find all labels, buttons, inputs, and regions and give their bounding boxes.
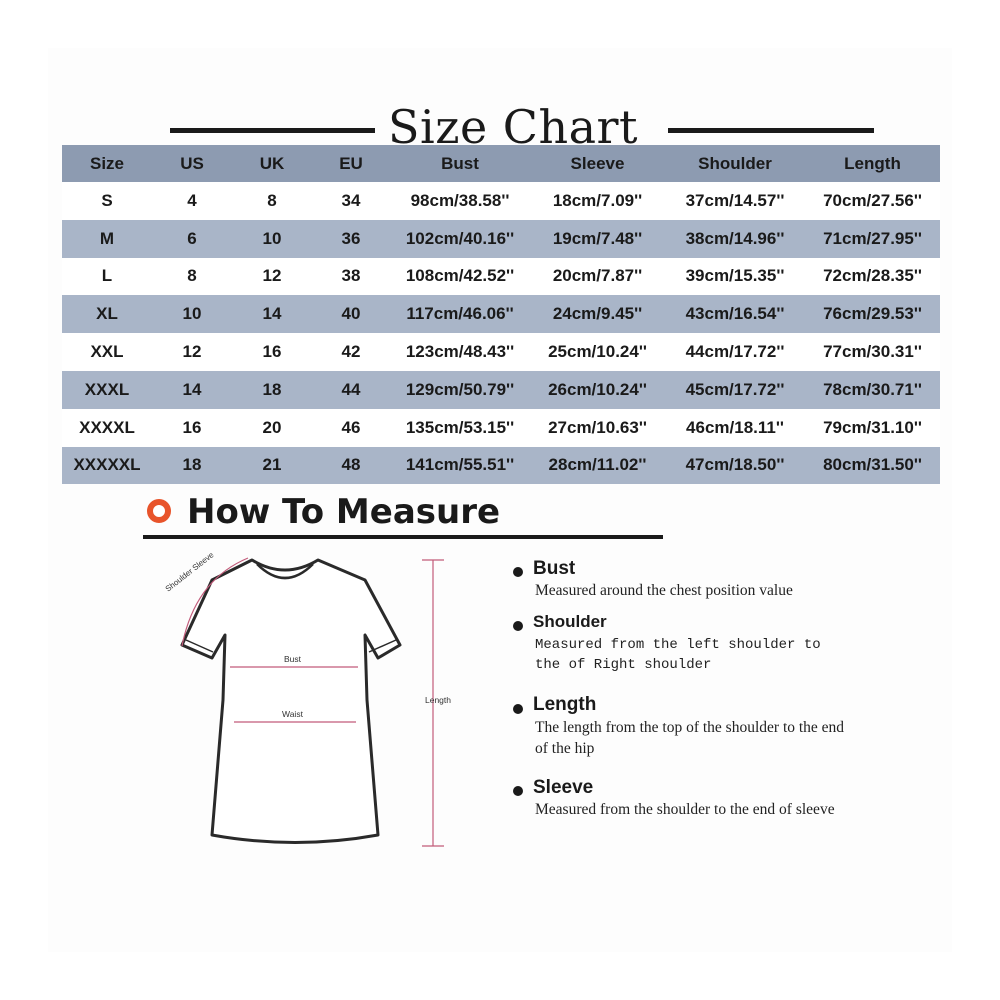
- cell-bust: 102cm/40.16'': [405, 228, 515, 248]
- cell-shoulder: 39cm/15.35'': [685, 266, 785, 286]
- table-row: [62, 447, 940, 485]
- cell-eu: 38: [341, 266, 361, 286]
- cell-uk: 10: [262, 228, 282, 248]
- shoulder-sleeve-label: Shoulder Sleeve: [163, 550, 216, 594]
- cell-size: M: [99, 228, 115, 248]
- legend-title: Length: [533, 694, 597, 715]
- header-shoulder: Shoulder: [698, 153, 772, 173]
- header-sleeve: Sleeve: [570, 153, 625, 173]
- cell-length: 72cm/28.35'': [823, 266, 922, 286]
- cell-sleeve: 18cm/7.09'': [552, 190, 643, 210]
- cell-uk: 20: [262, 417, 282, 437]
- cell-us: 10: [182, 304, 202, 324]
- cell-uk: 14: [262, 304, 282, 324]
- cell-size: XXXXXL: [73, 455, 141, 475]
- cell-us: 12: [182, 342, 202, 362]
- bullet-icon: [513, 621, 523, 631]
- cell-shoulder: 45cm/17.72'': [685, 379, 785, 399]
- cell-length: 80cm/31.50'': [823, 455, 922, 475]
- cell-eu: 34: [341, 190, 361, 210]
- cell-eu: 40: [341, 304, 361, 324]
- header-eu: EU: [339, 153, 363, 173]
- cell-bust: 108cm/42.52'': [405, 266, 515, 286]
- title-rule-left: [170, 128, 375, 133]
- cell-sleeve: 19cm/7.48'': [552, 228, 643, 248]
- header-bust: Bust: [441, 153, 479, 173]
- cell-shoulder: 38cm/14.96'': [685, 228, 785, 248]
- cell-uk: 12: [262, 266, 282, 286]
- cell-eu: 46: [341, 417, 361, 437]
- table-row: [62, 220, 940, 258]
- table-row: [62, 295, 940, 333]
- cell-shoulder: 43cm/16.54'': [685, 304, 785, 324]
- bust-label: Bust: [284, 654, 302, 664]
- cell-sleeve: 27cm/10.63'': [548, 417, 647, 437]
- cell-shoulder: 46cm/18.11'': [686, 417, 784, 437]
- legend-desc: Measured around the chest position value: [535, 582, 793, 599]
- cell-eu: 36: [341, 228, 361, 248]
- table-row: [62, 409, 940, 447]
- table-header-row: [62, 145, 940, 182]
- cell-size: XL: [96, 304, 118, 324]
- cell-sleeve: 20cm/7.87'': [552, 266, 643, 286]
- cell-bust: 135cm/53.15'': [405, 417, 515, 437]
- cell-eu: 48: [341, 455, 361, 475]
- cell-bust: 98cm/38.58'': [410, 190, 510, 210]
- cell-us: 14: [182, 379, 202, 399]
- legend-title: Bust: [533, 558, 576, 579]
- table-row: [62, 182, 940, 220]
- header-uk: UK: [259, 153, 285, 173]
- cell-length: 71cm/27.95'': [823, 228, 922, 248]
- orange-ring-icon: [147, 499, 171, 523]
- table-row: [62, 258, 940, 296]
- size-table: [62, 145, 940, 484]
- tshirt-diagram: [160, 550, 470, 860]
- page-title: Size Chart: [388, 100, 639, 154]
- cell-sleeve: 25cm/10.24'': [548, 342, 647, 362]
- cell-shoulder: 44cm/17.72'': [685, 342, 785, 362]
- cell-uk: 21: [262, 455, 282, 475]
- legend-desc: The length from the top of the shoulder to the end of the hip: [535, 719, 845, 757]
- cell-sleeve: 24cm/9.45'': [552, 304, 643, 324]
- cell-bust: 123cm/48.43'': [405, 342, 515, 362]
- cell-length: 78cm/30.71'': [823, 379, 922, 399]
- waist-label: Waist: [282, 709, 303, 719]
- cell-bust: 117cm/46.06'': [406, 304, 514, 324]
- bullet-icon: [513, 704, 523, 714]
- cell-sleeve: 28cm/11.02'': [548, 455, 647, 475]
- cell-bust: 129cm/50.79'': [405, 379, 515, 399]
- cell-length: 70cm/27.56'': [823, 190, 922, 210]
- cell-sleeve: 26cm/10.24'': [548, 379, 647, 399]
- cell-shoulder: 37cm/14.57'': [685, 190, 785, 210]
- how-to-measure-title: How To Measure: [187, 492, 501, 532]
- cell-uk: 16: [262, 342, 282, 362]
- legend-title: Shoulder: [533, 612, 607, 631]
- cell-size: XXXXL: [79, 417, 135, 437]
- length-label: Length: [425, 695, 451, 705]
- cell-length: 76cm/29.53'': [823, 304, 922, 324]
- bullet-icon: [513, 786, 523, 796]
- cell-uk: 18: [262, 379, 282, 399]
- cell-eu: 42: [341, 342, 361, 362]
- cell-size: XXL: [90, 342, 124, 362]
- cell-size: L: [101, 266, 113, 286]
- cell-bust: 141cm/55.51'': [405, 455, 515, 475]
- legend-title: Sleeve: [533, 777, 594, 798]
- cell-us: 18: [182, 455, 202, 475]
- cell-us: 4: [187, 190, 197, 210]
- legend-desc: Measured from the left shoulder to the of Right shoulder: [535, 637, 821, 673]
- cell-size: S: [101, 190, 113, 210]
- table-row: [62, 371, 940, 409]
- cell-us: 16: [182, 417, 202, 437]
- cell-shoulder: 47cm/18.50'': [685, 455, 785, 475]
- table-row: [62, 333, 940, 371]
- cell-size: XXXL: [84, 379, 130, 399]
- cell-eu: 44: [341, 379, 361, 399]
- heading-underline: [143, 535, 663, 539]
- bullet-icon: [513, 567, 523, 577]
- cell-length: 77cm/30.31'': [823, 342, 922, 362]
- legend-desc: Measured from the shoulder to the end of sleeve: [535, 801, 835, 818]
- title-rule-right: [668, 128, 874, 133]
- header-us: US: [180, 153, 204, 173]
- tshirt-outline: [182, 560, 400, 843]
- cell-us: 6: [187, 228, 197, 248]
- header-length: Length: [844, 153, 901, 173]
- cell-us: 8: [187, 266, 197, 286]
- cell-uk: 8: [267, 190, 277, 210]
- cell-length: 79cm/31.10'': [823, 417, 922, 437]
- header-size: Size: [89, 153, 125, 173]
